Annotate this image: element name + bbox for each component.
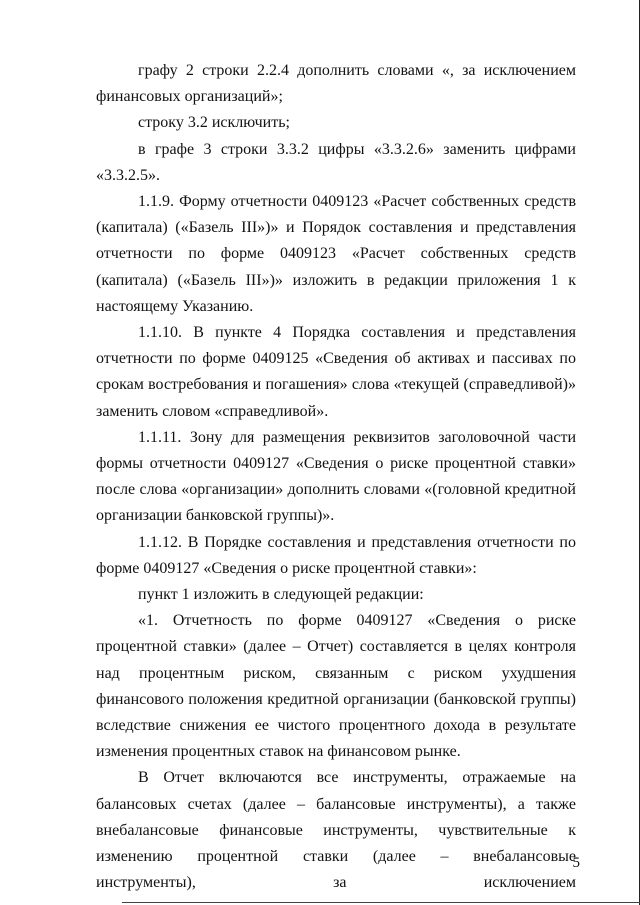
paragraph-8: пункт 1 изложить в следующей редакции:: [138, 586, 424, 604]
document-body: [96, 58, 576, 897]
paragraph-9: «1. Отчетность по форме 0409127 «Сведения о риске процентной ставки» (далее – Отчет) составляется в целях контроля над процентным риском, связанным с риском ухудшения финансового положения кредитной организации (банковской группы) вследствие снижения ее чистого процентного дохода в результате изменения процентных ставок на финансовом рынке.: [96, 612, 576, 761]
paragraph-3: в графе 3 строки 3.3.2 цифры «3.3.2.6» заменить цифрами «3.3.2.5».: [96, 140, 576, 184]
paragraph-5: 1.1.10. В пункте 4 Порядка составления и представления отчетности по форме 0409125 «Сведения об активах и пассивах по срокам востребования и погашения» слова «текущей (справедливой)» заменить словом «справедливой».: [96, 324, 576, 420]
paragraph-10: В Отчет включаются все инструменты, отражаемые на балансовых счетах (далее – балансовые инструменты), а также внебалансовые финансовые инструменты, чувствительные к изменению процентной ставки (далее – внебалансовые инструменты), за исключением: [96, 769, 576, 892]
paragraph-7: 1.1.12. В Порядке составления и представления отчетности по форме 0409127 «Сведения о риске процентной ставки»:: [96, 533, 576, 577]
scan-edge-bottom: [122, 902, 640, 903]
paragraph-2: строку 3.2 исключить;: [138, 114, 290, 132]
paragraph-1: графу 2 строки 2.2.4 дополнить словами «, за исключением финансовых организаций»;: [96, 62, 576, 106]
paragraph-4: 1.1.9. Форму отчетности 0409123 «Расчет собственных средств (капитала) («Базель III»)» и Порядок составления и представления отчетности по форме 0409123 «Расчет собственных средств (капитала) («Базель III»)» изложить в редакции приложения 1 к настоящему Указанию.: [96, 193, 576, 315]
paragraph-6: 1.1.11. Зону для размещения реквизитов заголовочной части формы отчетности 0409127 «Сведения о риске процентной ставки» после слова «организации» дополнить словами «(головной кредитной организации банковской группы)».: [96, 428, 576, 525]
page-number: 5: [572, 855, 580, 871]
